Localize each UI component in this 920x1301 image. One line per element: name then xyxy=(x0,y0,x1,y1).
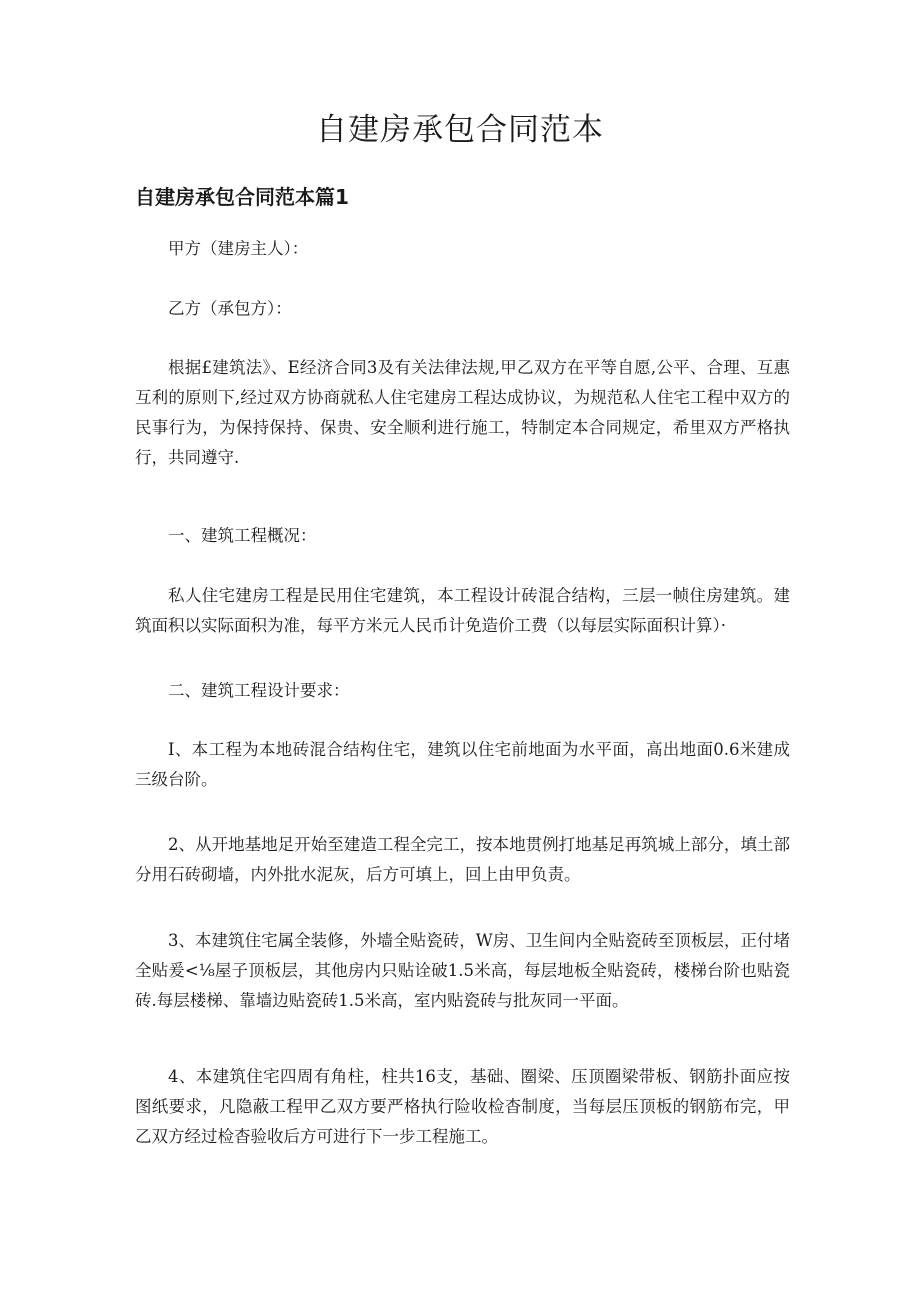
document-title: 自建房承包合同范本 xyxy=(316,112,604,148)
overview-paragraph: 私人住宅建房工程是民用住宅建筑，本工程设计砖混合结构，三层一帧住房建筑。建筑面积以实际面积为准，每平方米元人民币计免造价工费（以每层实际面积计算）· xyxy=(135,586,790,635)
requirement-item-2: 2、从开地基地足开始至建造工程全完工，按本地贯例打地基足再筑城上部分，填土部分用石砖砌墙，内外批水泥灰，后方可填上，回上由甲负责。 xyxy=(135,835,790,884)
party-b-line: 乙方（承包方）： xyxy=(168,299,292,318)
section-heading: 自建房承包合同范本篇1 xyxy=(135,185,349,209)
preamble-paragraph: 根据£建筑法》、E经济合同3及有关法律法规,甲乙双方在平等自愿,公平、合理、互惠互利的原则下,经过双方协商就私人住宅建房工程达成协议，为规范私人住宅工程中双方的民事行为，为保持保持、保贵、安全顺利进行施工，特制定本合同规定，希里双方严格执行，共同遵守. xyxy=(135,358,790,467)
requirement-item-3: 3、本建筑住宅属全装修，外墙全贴瓷砖，W房、卫生间内全贴瓷砖至顶板层，正付堵全贴爰<⅛屋子顶板层，其他房内只贴诠破1.5米高，每层地板全贴瓷砖，楼梯台阶也贴瓷砖.每层楼梯、靠墙边贴瓷砖1.5米高，室内贴瓷砖与批灰同一平面。 xyxy=(135,931,790,1010)
party-a-line: 甲方（建房主人）： xyxy=(168,239,309,258)
requirement-item-1: I、本工程为本地砖混合结构住宅，建筑以住宅前地面为水平面，高出地面0.6米建成三级台阶。 xyxy=(135,740,790,789)
clause-heading-overview: 一、建筑工程概况： xyxy=(168,526,317,545)
clause-heading-requirements: 二、建筑工程设计要求： xyxy=(168,681,350,700)
requirement-item-4: 4、本建筑住宅四周有角柱，柱共16支，基础、圈梁、压顶圈梁带板、钢筋扑面应按图纸要求，凡隐蔽工程甲乙双方要严格执行险收检杳制度，当每层压顶板的钢筋布完，甲乙双方经过检杳验收后方可进行下一步工程施工。 xyxy=(135,1067,790,1146)
